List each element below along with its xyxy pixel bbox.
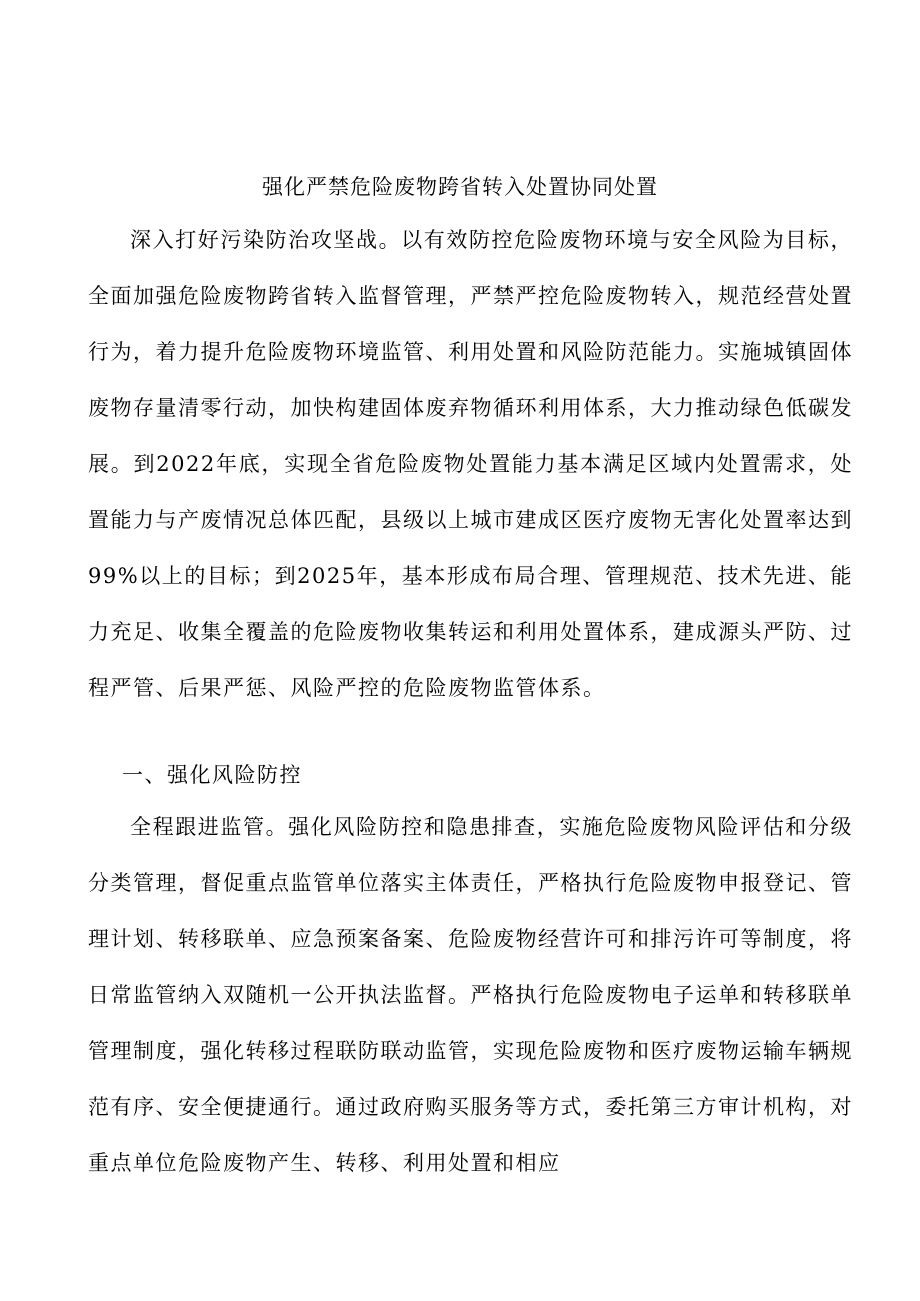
document-title: 强化严禁危险废物跨省转入处置协同处置: [262, 175, 658, 199]
intro-paragraph: 深入打好污染防治攻坚战。以有效防控危险废物环境与安全风险为目标，全面加强危险废物跨省转入监督管理，严禁严控危险废物转入，规范经营处置行为，着力提升危险废物环境监管、利用处置和风险防范能力。实施城镇固体废物存量清零行动，加快构建固体废弃物循环利用体系，大力推动绿色低碳发展。到2022年底，实现全省危险废物处置能力基本满足区域内处置需求，处置能力与产废情况总体匹配，县级以上城市建成区医疗废物无害化处置率达到99%以上的目标；到2025年，基本形成布局合理、管理规范、技术先进、能力充足、收集全覆盖的危险废物收集转运和利用处置体系，建成源头严防、过程严管、后果严惩、风险严控的危险废物监管体系。: [88, 228, 853, 700]
section-paragraph-supervision: 全程跟进监管。强化风险防控和隐患排查，实施危险废物风险评估和分级分类管理，督促重点监管单位落实主体责任，严格执行危险废物申报登记、管理计划、转移联单、应急预案备案、危险废物经营许可和排污许可等制度，将日常监管纳入双随机一公开执法监督。严格执行危险废物电子运单和转移联单管理制度，强化转移过程联防联动监管，实现危险废物和医疗废物运输车辆规范有序、安全便捷通行。通过政府购买服务等方式，委托第三方审计机构，对重点单位危险废物产生、转移、利用处置和相应: [88, 815, 853, 1175]
section-heading-risk-control: 一、强化风险防控: [122, 763, 302, 787]
